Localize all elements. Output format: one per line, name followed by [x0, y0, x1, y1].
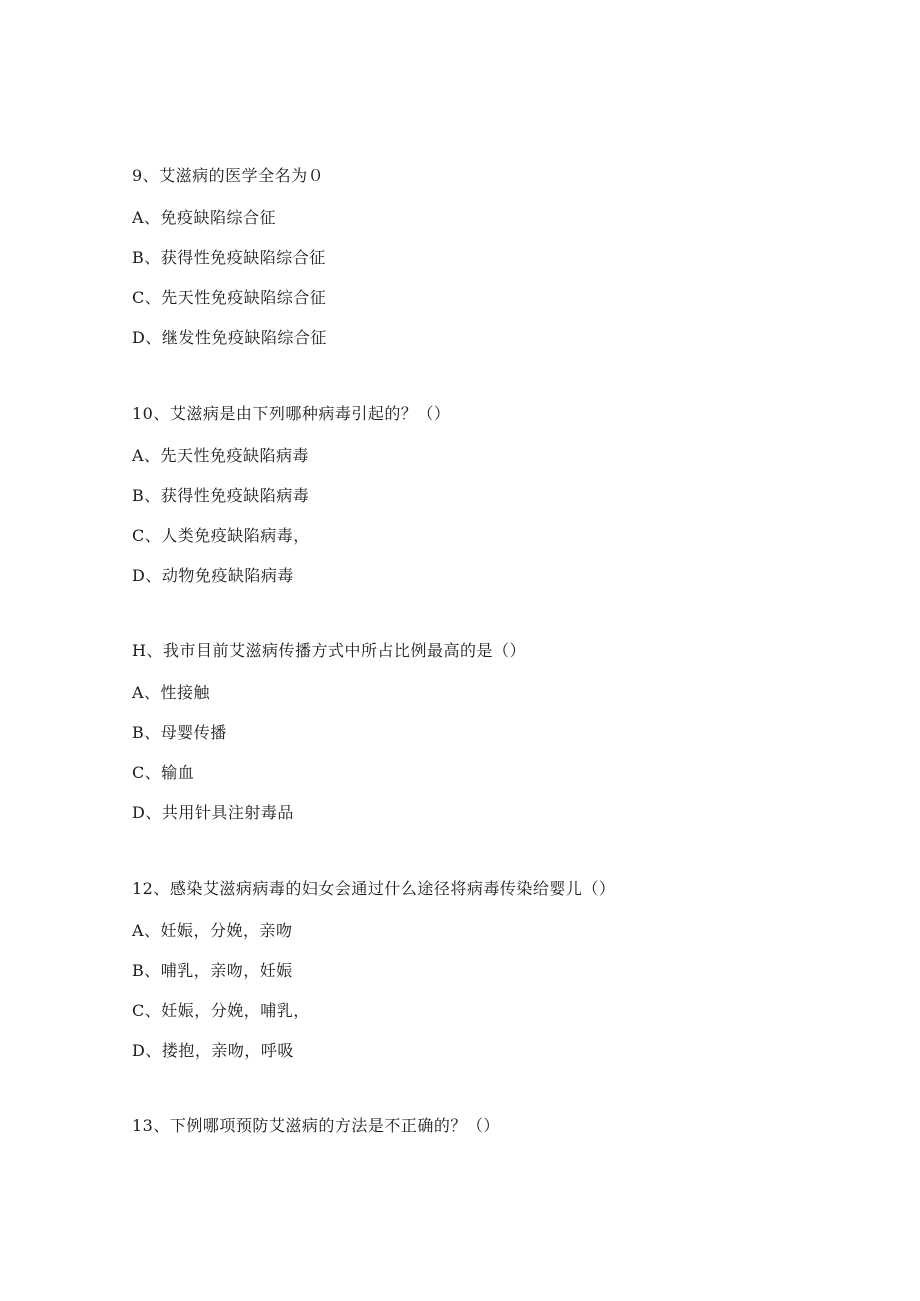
question-title: 9、艾滋病的医学全名为０	[132, 166, 325, 185]
option-d: D、搂抱，亲吻，呼吸	[132, 1041, 294, 1060]
option-d: D、继发性免疫缺陷综合征	[132, 328, 327, 347]
question-13	[132, 1115, 832, 1157]
option-c: C、先天性免疫缺陷综合征	[132, 288, 327, 307]
option-d: D、共用针具注射毒品	[132, 803, 294, 822]
question-11	[132, 640, 832, 842]
option-a: A、免疫缺陷综合征	[132, 208, 277, 227]
option-d: D、动物免疫缺陷病毒	[132, 566, 294, 585]
question-9	[132, 165, 832, 367]
option-b: B、获得性免疫缺陷综合征	[132, 248, 326, 267]
option-c: C、输血	[132, 763, 195, 782]
option-a: A、先天性免疫缺陷病毒	[132, 446, 310, 465]
question-10	[132, 403, 832, 605]
question-title: H、我市目前艾滋病传播方式中所占比例最高的是（）	[132, 641, 526, 660]
question-title: 13、下例哪项预防艾滋病的方法是不正确的？（）	[132, 1116, 500, 1135]
option-b: B、获得性免疫缺陷病毒	[132, 486, 310, 505]
option-a: A、性接触	[132, 683, 211, 702]
question-title: 12、感染艾滋病病毒的妇女会通过什么途径将病毒传染给婴儿（）	[132, 879, 616, 898]
question-12	[132, 878, 832, 1080]
option-b: B、哺乳，亲吻，妊娠	[132, 961, 293, 980]
option-b: B、母婴传播	[132, 723, 227, 742]
question-title: 10、艾滋病是由下列哪种病毒引起的？（）	[132, 404, 451, 423]
option-a: A、妊娠，分娩，亲吻	[132, 921, 293, 940]
option-c: C、人类免疫缺陷病毒，	[132, 526, 310, 545]
option-c: C、妊娠，分娩，哺乳，	[132, 1001, 310, 1020]
